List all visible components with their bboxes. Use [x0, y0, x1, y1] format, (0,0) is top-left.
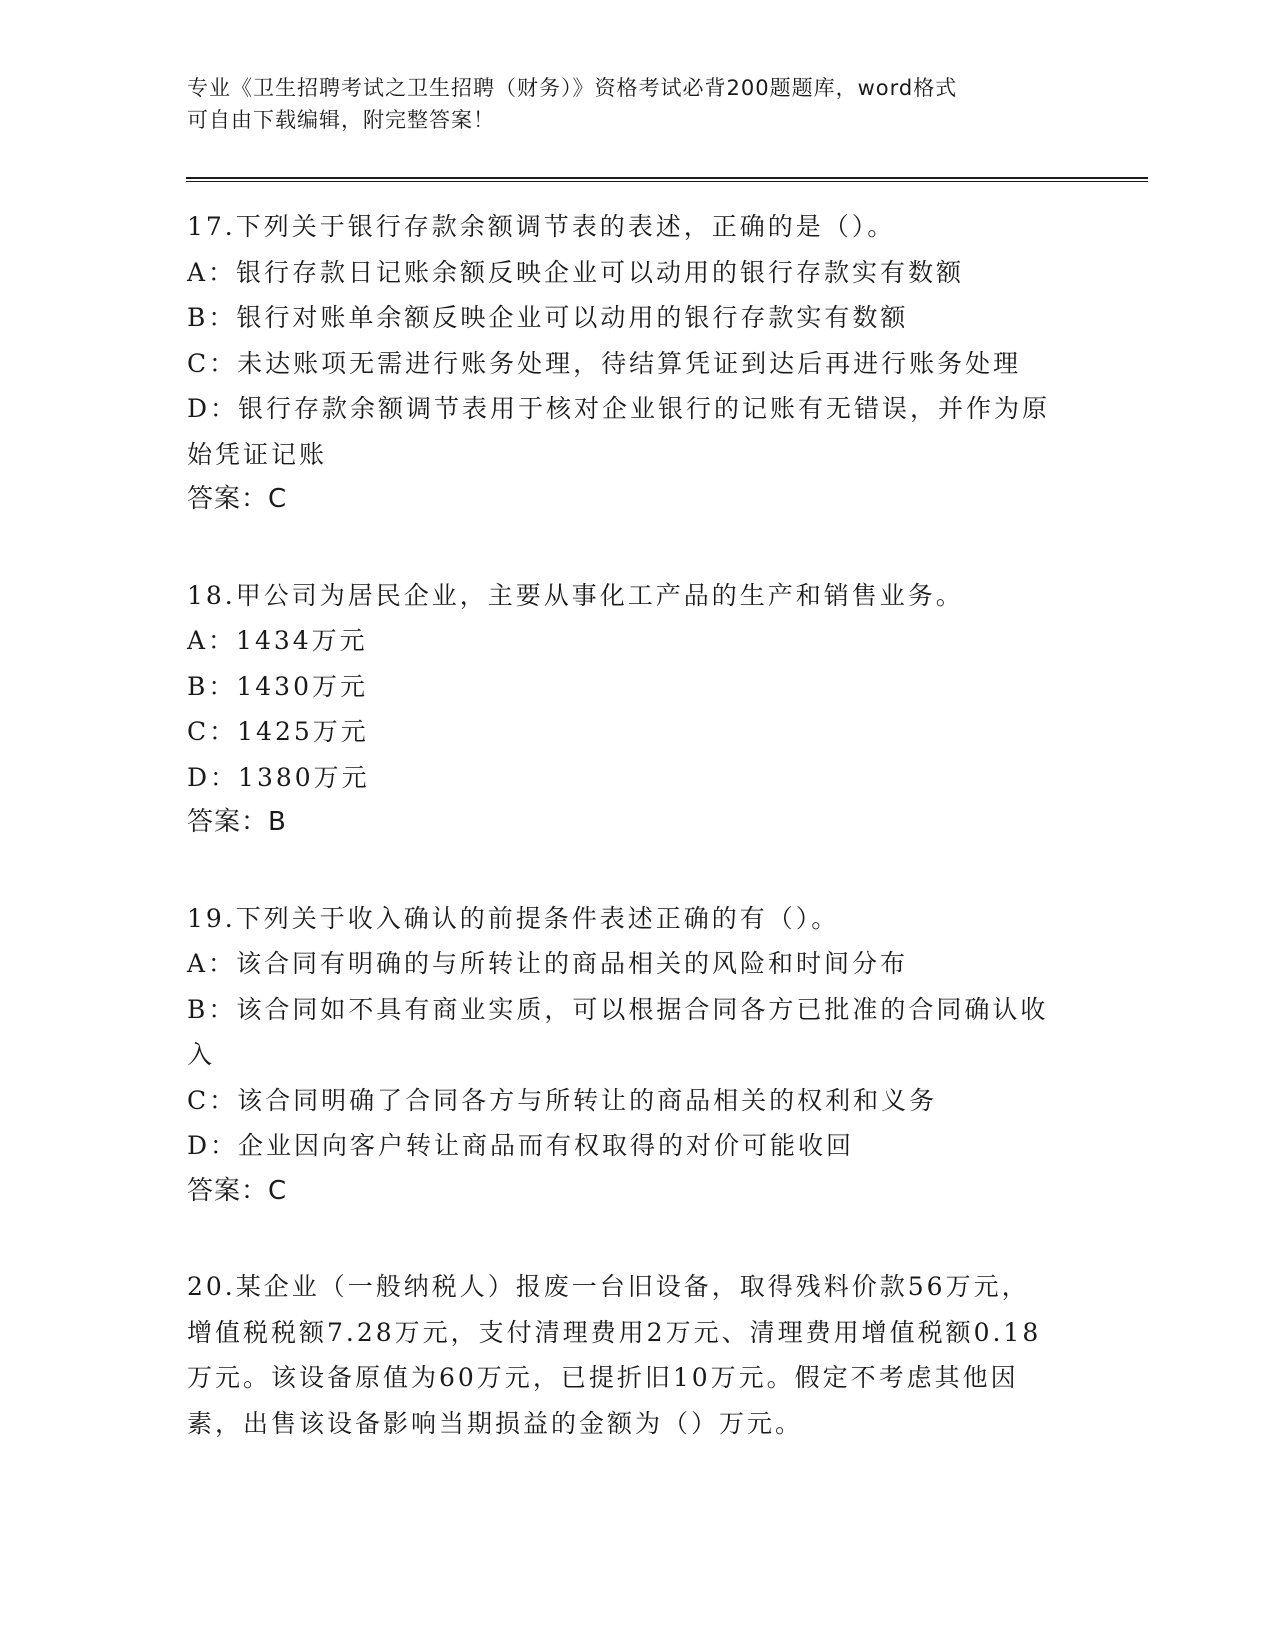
answer-label: 答案：C	[187, 1175, 288, 1206]
header-line-2: 可自由下载编辑，附完整答案！	[187, 108, 495, 132]
option-b: B：银行对账单余额反映企业可以动用的银行存款实有数额	[187, 303, 909, 332]
document-header	[187, 72, 1067, 136]
question-stem: 17.下列关于银行存款余额调节表的表述，正确的是（）。	[187, 212, 896, 241]
question-18	[187, 573, 1087, 846]
question-stem: 20.某企业（一般纳税人）报废一台旧设备，取得残料价款56万元，	[187, 1272, 1030, 1301]
question-stem-line-3: 万元。该设备原值为60万元，已提折旧10万元。假定不考虑其他因	[187, 1363, 1019, 1392]
option-a: A：1434万元	[187, 626, 368, 655]
option-d: D：1380万元	[187, 762, 370, 792]
option-b: B：该合同如不具有商业实质，可以根据合同各方已批准的合同确认收	[187, 994, 1049, 1024]
option-b-continued: 入	[187, 1040, 216, 1069]
question-list	[187, 204, 1087, 1496]
question-stem-line-2: 增值税税额7.28万元，支付清理费用2万元、清理费用增值税额0.18	[187, 1317, 1042, 1347]
option-d: D：银行存款余额调节表用于核对企业银行的记账有无错误，并作为原	[187, 394, 1051, 423]
question-17	[187, 204, 1087, 523]
option-c: C：未达账项无需进行账务处理，待结算凭证到达后再进行账务处理	[187, 348, 1022, 378]
option-d-continued: 始凭证记账	[187, 439, 328, 469]
option-b: B：1430万元	[187, 671, 368, 701]
question-stem: 19.下列关于收入确认的前提条件表述正确的有（）。	[187, 903, 840, 933]
answer-label: 答案：B	[187, 807, 287, 837]
header-divider-thin	[186, 181, 1148, 182]
option-c: C：1425万元	[187, 717, 369, 746]
header-line-1: 专业《卫生招聘考试之卫生招聘（财务）》资格考试必背200题题库，word格式	[187, 76, 958, 100]
question-stem-line-4: 素，出售该设备影响当期损益的金额为（）万元。	[187, 1408, 804, 1438]
option-d: D：企业因向客户转让商品而有权取得的对价可能收回	[187, 1131, 855, 1160]
answer-label: 答案：C	[187, 484, 288, 514]
option-a: A：银行存款日记账余额反映企业可以动用的银行存款实有数额	[187, 257, 965, 287]
header-divider-thick	[186, 177, 1148, 179]
option-a: A：该合同有明确的与所转让的商品相关的风险和时间分布	[187, 949, 909, 978]
question-stem: 18.甲公司为居民企业，主要从事化工产品的生产和销售业务。	[187, 580, 964, 610]
question-19	[187, 896, 1087, 1215]
option-c: C：该合同明确了合同各方与所转让的商品相关的权利和义务	[187, 1085, 938, 1115]
question-20	[187, 1264, 1087, 1446]
